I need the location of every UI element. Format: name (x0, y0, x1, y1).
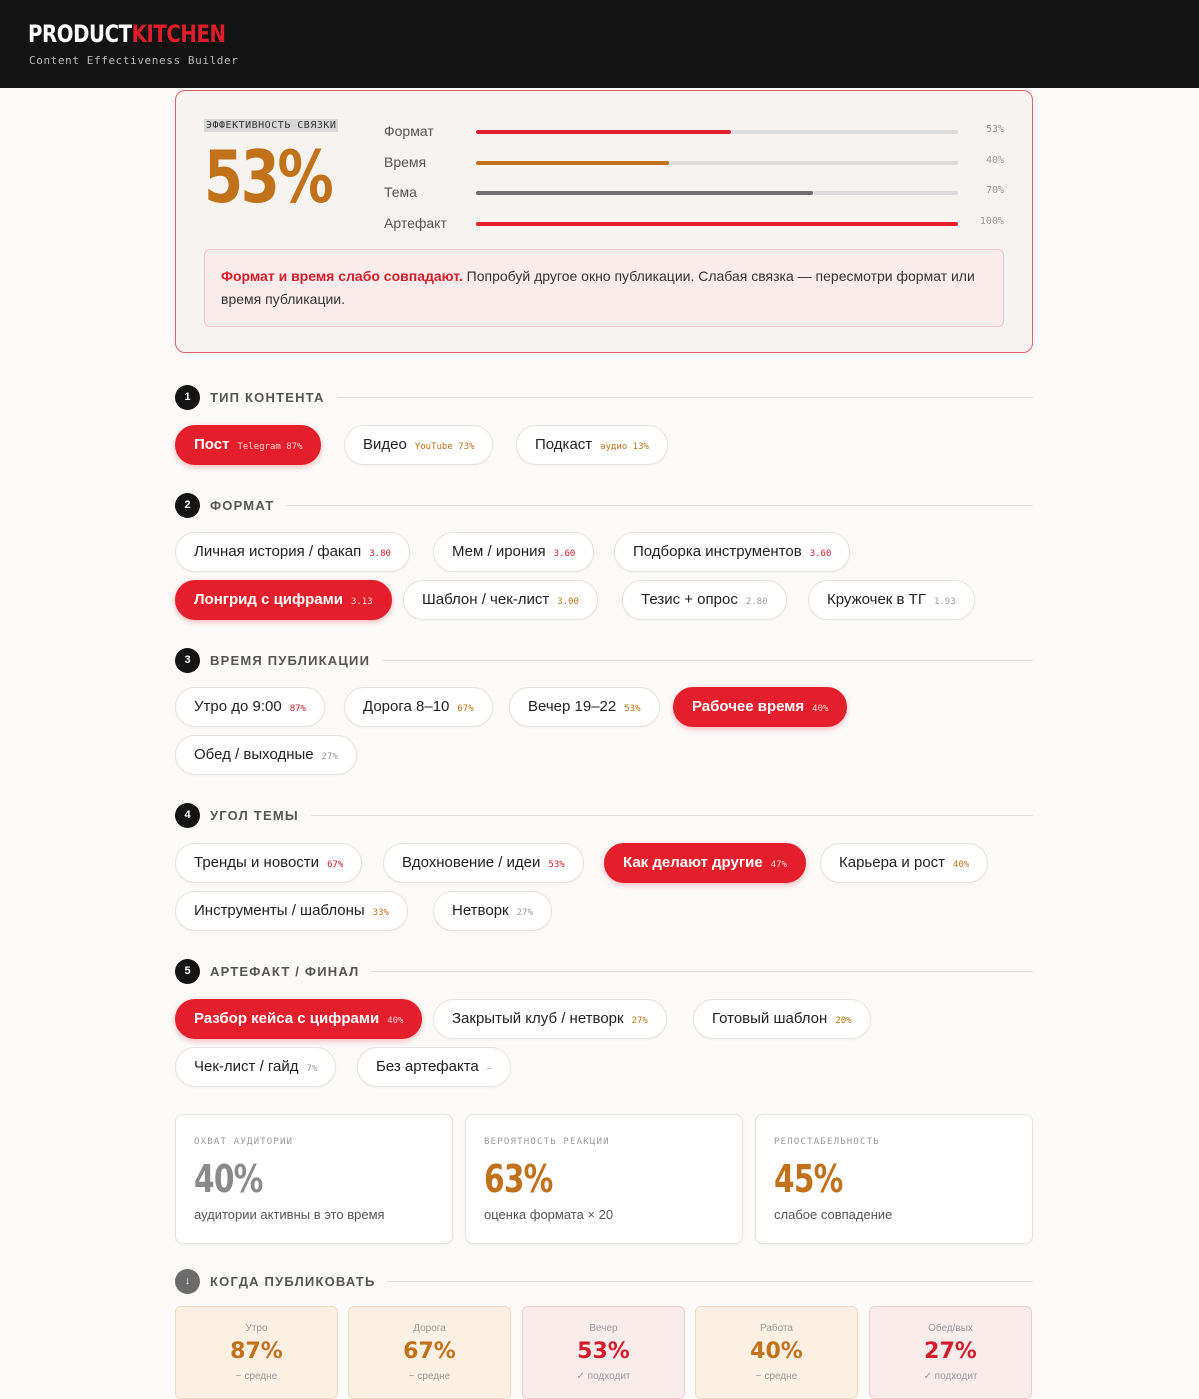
bar-fill (476, 161, 669, 165)
chip-label: Вечер 19–22 (528, 698, 617, 715)
bar-label: Артефакт (384, 215, 447, 231)
metric-sub: аудитории активны в это время (194, 1207, 385, 1222)
when-label: Утро (245, 1323, 268, 1334)
when-status: ✓ подходит (923, 1371, 978, 1382)
top-bar (0, 0, 1199, 88)
notice-text: Попробуй другое окно публикации. Слабая связка — пересмотри формат или время публикации. (221, 268, 975, 307)
section-number: 5 (175, 959, 200, 984)
bar-label: Время (384, 154, 427, 170)
chip-label: Мем / ирония (452, 543, 546, 560)
chip-angle-others[interactable] (604, 843, 806, 883)
chip-label: Чек-лист / гайд (194, 1058, 299, 1075)
bar-percent: 70% (985, 185, 1004, 196)
chip-label: Пост (194, 436, 230, 453)
bar-percent: 53% (985, 124, 1004, 135)
chip-meta: 1.93 (933, 597, 956, 607)
chip-artifact-checklist[interactable] (175, 1047, 336, 1087)
section-content-type (175, 385, 1033, 411)
section-title: АРТЕФАКТ / ФИНАЛ (210, 964, 371, 979)
when-value: 53% (577, 1339, 630, 1364)
chip-meta: 3.60 (553, 549, 576, 559)
section-title: ВРЕМЯ ПУБЛИКАЦИИ (210, 653, 382, 668)
chip-label: Личная история / факап (194, 543, 362, 560)
chip-time-morning[interactable] (175, 687, 325, 727)
when-value: 67% (403, 1339, 456, 1364)
chip-meta: 53% (624, 704, 641, 714)
chip-label: Рабочее время (692, 698, 805, 715)
when-status: ✓ подходит (576, 1371, 631, 1382)
bar-percent: 100% (979, 216, 1004, 227)
bar-topic (384, 182, 1004, 204)
bar-label: Тема (384, 184, 417, 200)
chip-artifact-template[interactable] (693, 999, 871, 1039)
when-label: Вечер (589, 1323, 618, 1334)
score-value: 53% (204, 135, 332, 219)
section-divider (210, 815, 1033, 816)
chip-content-podcast[interactable] (516, 425, 668, 465)
metric-sub: слабое совпадение (774, 1207, 893, 1222)
section-title: ТИП КОНТЕНТА (210, 390, 337, 405)
when-value: 40% (750, 1339, 803, 1364)
when-card-commute[interactable] (348, 1306, 511, 1399)
chip-format-thesis[interactable] (622, 580, 787, 620)
when-card-lunch[interactable] (869, 1306, 1032, 1399)
chip-label: Утро до 9:00 (194, 698, 282, 715)
metric-sub: оценка формата × 20 (484, 1207, 614, 1222)
chip-label: Разбор кейса с цифрами (194, 1010, 380, 1027)
chip-label: Инструменты / шаблоны (194, 902, 365, 919)
chip-meta: 3.80 (369, 549, 391, 559)
chip-artifact-club[interactable] (433, 999, 667, 1039)
chip-label: Нетворк (452, 902, 509, 919)
bar-fill (476, 191, 813, 195)
metric-value: 40% (194, 1157, 263, 1201)
chip-label: Без артефакта (376, 1058, 479, 1075)
chip-label: Кружочек в ТГ (827, 591, 926, 608)
chip-time-lunch[interactable] (175, 735, 357, 775)
chip-meta: 3.13 (350, 597, 373, 607)
when-status: ~ средне (755, 1371, 798, 1382)
chip-meta: 47% (770, 860, 787, 870)
metric-reaction (465, 1114, 743, 1244)
effectiveness-card (175, 90, 1033, 353)
chip-meta: 20% (835, 1016, 852, 1026)
chip-meta: 2.80 (745, 597, 768, 607)
chip-content-video[interactable] (344, 425, 493, 465)
section-when (175, 1269, 1033, 1295)
bar-artifact (384, 213, 1004, 235)
bar-format (384, 121, 1004, 143)
when-status: ~ средне (408, 1371, 451, 1382)
chip-meta: Telegram 87% (237, 442, 303, 452)
chip-format-tools[interactable] (614, 532, 850, 572)
chip-label: Готовый шаблон (712, 1010, 828, 1027)
chip-angle-inspiration[interactable] (383, 843, 584, 883)
chip-time-commute[interactable] (344, 687, 493, 727)
bar-track (476, 191, 958, 195)
bar-label: Формат (384, 123, 434, 139)
brand-part-1: PRODUCT (28, 20, 132, 48)
chip-meta: 53% (548, 860, 565, 870)
bar-fill (476, 222, 958, 226)
when-card-work[interactable] (695, 1306, 858, 1399)
bar-fill (476, 130, 731, 134)
chip-meta: 27% (516, 908, 533, 918)
chip-label: Дорога 8–10 (363, 698, 450, 715)
section-number: 2 (175, 493, 200, 518)
chip-meta: 87% (289, 704, 306, 714)
chip-meta: 27% (321, 752, 338, 762)
chip-label: Как делают другие (623, 854, 763, 871)
bar-time (384, 152, 1004, 174)
chip-artifact-case[interactable] (175, 999, 422, 1039)
metric-value: 45% (774, 1157, 843, 1201)
chip-label: Подкаст (535, 436, 593, 453)
chip-meta: – (486, 1064, 493, 1074)
chip-format-template[interactable] (403, 580, 598, 620)
notice-box (204, 249, 1004, 327)
when-value: 27% (924, 1339, 977, 1364)
metric-label: ВЕРОЯТНОСТЬ РЕАКЦИИ (484, 1137, 610, 1147)
section-number: 1 (175, 385, 200, 410)
when-label: Дорога (413, 1323, 446, 1334)
chip-label: Тезис + опрос (641, 591, 738, 608)
metric-label: ОХВАТ АУДИТОРИИ (194, 1137, 294, 1147)
chip-label: Шаблон / чек-лист (422, 591, 550, 608)
tagline: Content Effectiveness Builder (29, 54, 239, 67)
chip-angle-trends[interactable] (175, 843, 362, 883)
bar-track (476, 161, 958, 165)
when-label: Обед/вых (928, 1323, 973, 1334)
bar-track (476, 222, 958, 226)
chip-meta: 40% (812, 704, 829, 714)
chip-format-meme[interactable] (433, 532, 594, 572)
chip-angle-tools[interactable] (175, 891, 408, 931)
section-title: ФОРМАТ (210, 498, 286, 513)
chip-angle-network[interactable] (433, 891, 552, 931)
chip-label: Подборка инструментов (633, 543, 802, 560)
when-card-morning[interactable] (175, 1306, 338, 1399)
metric-label: РЕПОСТАБЕЛЬНОСТЬ (774, 1137, 880, 1147)
chip-meta: 40% (387, 1016, 404, 1026)
chip-label: Лонгрид с цифрами (194, 591, 343, 608)
chip-format-circle[interactable] (808, 580, 975, 620)
chip-meta: 3.00 (557, 597, 579, 607)
section-artifact (175, 959, 1033, 985)
chip-label: Видео (363, 436, 407, 453)
chip-meta: 33% (372, 908, 389, 918)
when-label: Работа (760, 1323, 793, 1334)
section-number: 4 (175, 803, 200, 828)
brand-part-2: KITCHEN (131, 20, 226, 48)
section-divider (210, 505, 1033, 506)
chip-label: Закрытый клуб / нетворк (452, 1010, 624, 1027)
chip-meta: 67% (457, 704, 474, 714)
brand-logo[interactable] (28, 20, 226, 48)
section-title: КОГДА ПУБЛИКОВАТЬ (210, 1274, 387, 1289)
section-number: 3 (175, 648, 200, 673)
chip-time-work[interactable] (673, 687, 847, 727)
score-label: ЭФФЕКТИВНОСТЬ СВЯЗКИ (206, 120, 337, 131)
metric-shareability (755, 1114, 1033, 1244)
when-card-evening[interactable] (522, 1306, 685, 1399)
chip-angle-career[interactable] (820, 843, 988, 883)
section-time (175, 648, 1033, 674)
bar-percent: 40% (985, 155, 1004, 166)
chip-artifact-none[interactable] (357, 1047, 511, 1087)
chip-label: Вдохновение / идеи (402, 854, 541, 871)
chip-time-evening[interactable] (509, 687, 660, 727)
metric-reach (175, 1114, 453, 1244)
section-angle (175, 803, 1033, 829)
chip-format-longread[interactable] (175, 580, 392, 620)
when-status: ~ средне (235, 1371, 278, 1382)
section-format (175, 493, 1033, 519)
chip-label: Карьера и рост (839, 854, 946, 871)
chip-label: Обед / выходные (194, 746, 314, 763)
when-value: 87% (230, 1339, 283, 1364)
notice-headline: Формат и время слабо совпадают. (221, 268, 463, 284)
chip-meta: 7% (306, 1064, 318, 1074)
chip-meta: 27% (631, 1016, 648, 1026)
metric-value: 63% (484, 1157, 553, 1201)
chip-content-post[interactable] (175, 425, 321, 465)
arrow-down-icon: ↓ (175, 1269, 200, 1294)
chip-meta: аудио 13% (600, 442, 649, 452)
chip-meta: 40% (953, 860, 970, 870)
chip-format-story[interactable] (175, 532, 410, 572)
chip-meta: 67% (327, 860, 344, 870)
section-title: УГОЛ ТЕМЫ (210, 808, 311, 823)
chip-meta: YouTube 73% (414, 442, 475, 452)
bar-track (476, 130, 958, 134)
chip-meta: 3.60 (809, 549, 832, 559)
chip-label: Тренды и новости (194, 854, 320, 871)
